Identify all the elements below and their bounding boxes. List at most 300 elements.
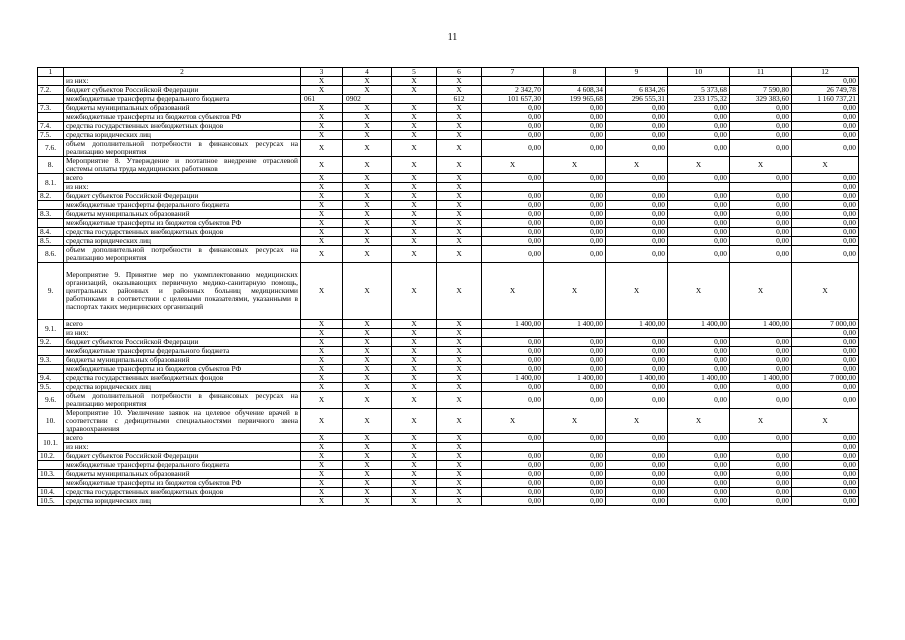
cell-v7: 2 342,70 <box>482 86 544 95</box>
table-row <box>38 246 859 263</box>
table-row <box>38 329 859 338</box>
table-row <box>38 192 859 201</box>
cell-c3: X <box>301 183 343 192</box>
table-row <box>38 210 859 219</box>
cell-c5: X <box>392 443 437 452</box>
row-number: 7.3. <box>38 104 64 113</box>
column-header: 12 <box>792 68 859 77</box>
cell-c6: X <box>437 131 482 140</box>
cell-c3: X <box>301 443 343 452</box>
cell-v9: 0,00 <box>606 338 668 347</box>
cell-v9: 0,00 <box>606 488 668 497</box>
row-label: объем дополнительной потребности в финансовых ресурсах на реализацию мероприятия <box>64 392 301 409</box>
cell-v8: 0,00 <box>544 210 606 219</box>
cell-v7: 0,00 <box>482 131 544 140</box>
cell-v11: 0,00 <box>730 470 792 479</box>
cell-c5: X <box>392 183 437 192</box>
cell-c3: X <box>301 192 343 201</box>
cell-v11: 0,00 <box>730 192 792 201</box>
row-label: бюджеты муниципальных образований <box>64 104 301 113</box>
row-number <box>38 201 64 210</box>
row-label: межбюджетные трансферты федерального бюджета <box>64 347 301 356</box>
cell-c4: X <box>343 192 392 201</box>
cell-v11: 0,00 <box>730 365 792 374</box>
cell-c3: X <box>301 131 343 140</box>
row-number: 7.2. <box>38 86 64 95</box>
cell-c4: X <box>343 104 392 113</box>
cell-v7: 0,00 <box>482 113 544 122</box>
row-number <box>38 219 64 228</box>
cell-v11: 0,00 <box>730 104 792 113</box>
cell-v11: 0,00 <box>730 383 792 392</box>
cell-v12: 0,00 <box>792 461 859 470</box>
cell-c6: X <box>437 320 482 329</box>
cell-v8: 0,00 <box>544 237 606 246</box>
cell-c5: X <box>392 329 437 338</box>
cell-v8: 0,00 <box>544 131 606 140</box>
cell-v8: 0,00 <box>544 201 606 210</box>
cell-c5: X <box>392 263 437 320</box>
cell-v11: 1 400,00 <box>730 374 792 383</box>
cell-c3: X <box>301 392 343 409</box>
cell-v10: 0,00 <box>668 228 730 237</box>
cell-v8: 0,00 <box>544 356 606 365</box>
cell-c3: X <box>301 338 343 347</box>
cell-c5: X <box>392 113 437 122</box>
row-label: средства юридических лиц <box>64 237 301 246</box>
cell-v8: 0,00 <box>544 488 606 497</box>
cell-v12: 0,00 <box>792 497 859 506</box>
cell-c5 <box>392 95 437 104</box>
cell-c5: X <box>392 374 437 383</box>
cell-c6: X <box>437 201 482 210</box>
column-header: 10 <box>668 68 730 77</box>
cell-c3: X <box>301 479 343 488</box>
table-row <box>38 201 859 210</box>
cell-v9: 6 834,26 <box>606 86 668 95</box>
cell-v12: 0,00 <box>792 131 859 140</box>
cell-v10: 0,00 <box>668 365 730 374</box>
cell-c4: 0902 <box>343 95 392 104</box>
row-number: 10.1. <box>38 434 64 452</box>
cell-v11: 0,00 <box>730 347 792 356</box>
cell-v12: 0,00 <box>792 174 859 183</box>
header-row <box>38 68 859 77</box>
row-number <box>38 479 64 488</box>
cell-c6: X <box>437 228 482 237</box>
row-label: Мероприятие 10. Увеличение заявок на целевое обучение врачей в соответствии с дефицитными специальностями первичного звена здравоохранения <box>64 409 301 434</box>
table-row <box>38 131 859 140</box>
cell-v10: 1 400,00 <box>668 320 730 329</box>
cell-v8: 0,00 <box>544 479 606 488</box>
table-row <box>38 77 859 86</box>
cell-c6: X <box>437 140 482 157</box>
cell-v7: 0,00 <box>482 210 544 219</box>
cell-c5: X <box>392 356 437 365</box>
cell-v11: 0,00 <box>730 452 792 461</box>
cell-v12: 26 749,78 <box>792 86 859 95</box>
cell-v10: 0,00 <box>668 104 730 113</box>
cell-c4: X <box>343 338 392 347</box>
cell-c5: X <box>392 347 437 356</box>
cell-c5: X <box>392 434 437 443</box>
column-header: 2 <box>64 68 301 77</box>
cell-c3: X <box>301 374 343 383</box>
cell-v10: 0,00 <box>668 392 730 409</box>
row-number: 9.4. <box>38 374 64 383</box>
cell-v9: 0,00 <box>606 356 668 365</box>
table-row <box>38 113 859 122</box>
cell-v12: 0,00 <box>792 488 859 497</box>
table-row <box>38 157 859 174</box>
cell-v12: 0,00 <box>792 237 859 246</box>
row-label: межбюджетные трансферты федерального бюджета <box>64 461 301 470</box>
cell-v11: X <box>730 157 792 174</box>
cell-c6: X <box>437 157 482 174</box>
cell-c4: X <box>343 219 392 228</box>
row-label: средства государственных внебюджетных фондов <box>64 374 301 383</box>
cell-v9: 0,00 <box>606 452 668 461</box>
row-label: межбюджетные трансферты из бюджетов субъектов РФ <box>64 113 301 122</box>
cell-c3: X <box>301 210 343 219</box>
cell-c3: X <box>301 320 343 329</box>
cell-v8: 199 965,68 <box>544 95 606 104</box>
cell-v8: 0,00 <box>544 392 606 409</box>
row-number: 8.6. <box>38 246 64 263</box>
cell-v7: 0,00 <box>482 461 544 470</box>
cell-c6: X <box>437 392 482 409</box>
table-row <box>38 497 859 506</box>
cell-c6: X <box>437 497 482 506</box>
cell-v12: 0,00 <box>792 201 859 210</box>
cell-v12: 0,00 <box>792 383 859 392</box>
cell-v9: 1 400,00 <box>606 320 668 329</box>
table-row <box>38 461 859 470</box>
cell-v11 <box>730 329 792 338</box>
cell-c4: X <box>343 77 392 86</box>
cell-v11: 0,00 <box>730 237 792 246</box>
cell-v8: 0,00 <box>544 174 606 183</box>
cell-c3: X <box>301 113 343 122</box>
cell-c5: X <box>392 461 437 470</box>
table-row <box>38 219 859 228</box>
cell-v9 <box>606 443 668 452</box>
cell-c5: X <box>392 77 437 86</box>
cell-c3: X <box>301 356 343 365</box>
cell-v8: 0,00 <box>544 470 606 479</box>
cell-c6: X <box>437 443 482 452</box>
row-label: средства государственных внебюджетных фондов <box>64 228 301 237</box>
cell-v10: 0,00 <box>668 338 730 347</box>
cell-v7: 0,00 <box>482 383 544 392</box>
cell-v7: 0,00 <box>482 347 544 356</box>
cell-v9: 0,00 <box>606 383 668 392</box>
cell-c4: X <box>343 365 392 374</box>
cell-c4: X <box>343 174 392 183</box>
row-number: 8.2. <box>38 192 64 201</box>
row-number: 8. <box>38 157 64 174</box>
cell-c5: X <box>392 320 437 329</box>
cell-v11: 0,00 <box>730 338 792 347</box>
cell-v12: 0,00 <box>792 470 859 479</box>
cell-c4: X <box>343 122 392 131</box>
cell-v7: 0,00 <box>482 237 544 246</box>
cell-v7: 0,00 <box>482 479 544 488</box>
cell-v10: 233 175,32 <box>668 95 730 104</box>
row-label: бюджет субъектов Российской Федерации <box>64 192 301 201</box>
cell-v7: 0,00 <box>482 219 544 228</box>
table-row <box>38 443 859 452</box>
cell-v11: 0,00 <box>730 113 792 122</box>
row-number: 10.4. <box>38 488 64 497</box>
cell-v9: 0,00 <box>606 479 668 488</box>
cell-v12: 0,00 <box>792 246 859 263</box>
cell-v11: 329 383,60 <box>730 95 792 104</box>
cell-c4: X <box>343 374 392 383</box>
row-label: из них: <box>64 329 301 338</box>
cell-v12: 0,00 <box>792 479 859 488</box>
cell-v11 <box>730 183 792 192</box>
row-number: 10. <box>38 409 64 434</box>
row-label: Мероприятие 9. Принятие мер по укомплектованию медицинских организаций, оказывающих первичную медико-санитарную помощь, центральных районных и районных больниц медицинскими работниками в соответствии с целевыми показателями, указанными в паспортах таких медицинских организаций <box>64 263 301 320</box>
table-row <box>38 347 859 356</box>
cell-v7: 0,00 <box>482 140 544 157</box>
row-number: 7.5. <box>38 131 64 140</box>
cell-c3: X <box>301 122 343 131</box>
row-label: средства государственных внебюджетных фондов <box>64 122 301 131</box>
cell-c6: X <box>437 479 482 488</box>
cell-v7: 0,00 <box>482 338 544 347</box>
cell-v8: 0,00 <box>544 347 606 356</box>
cell-v11: 0,00 <box>730 131 792 140</box>
table-row <box>38 356 859 365</box>
cell-v12: 1 160 737,21 <box>792 95 859 104</box>
cell-c3: X <box>301 77 343 86</box>
cell-c3: X <box>301 452 343 461</box>
row-number <box>38 365 64 374</box>
cell-c6: X <box>437 219 482 228</box>
cell-v8: 0,00 <box>544 192 606 201</box>
cell-v7: 0,00 <box>482 192 544 201</box>
row-label: из них: <box>64 443 301 452</box>
cell-v11: 0,00 <box>730 488 792 497</box>
cell-c4: X <box>343 210 392 219</box>
cell-c3: X <box>301 488 343 497</box>
cell-v10: 0,00 <box>668 237 730 246</box>
cell-v11 <box>730 443 792 452</box>
table-row <box>38 470 859 479</box>
cell-v12: X <box>792 409 859 434</box>
cell-v9: 0,00 <box>606 192 668 201</box>
cell-v12: 0,00 <box>792 347 859 356</box>
cell-v12: X <box>792 263 859 320</box>
cell-v8: 0,00 <box>544 338 606 347</box>
table-row <box>38 392 859 409</box>
cell-v10: 0,00 <box>668 219 730 228</box>
cell-v7: X <box>482 263 544 320</box>
cell-v10: X <box>668 409 730 434</box>
table-row <box>38 320 859 329</box>
cell-v10: 0,00 <box>668 201 730 210</box>
cell-v9: 0,00 <box>606 122 668 131</box>
cell-c3: X <box>301 86 343 95</box>
row-number <box>38 113 64 122</box>
cell-v8: 0,00 <box>544 497 606 506</box>
cell-c3: X <box>301 329 343 338</box>
cell-c6: 612 <box>437 95 482 104</box>
row-label: средства юридических лиц <box>64 383 301 392</box>
cell-v8 <box>544 329 606 338</box>
cell-c5: X <box>392 131 437 140</box>
cell-c6: X <box>437 174 482 183</box>
cell-v9: 1 400,00 <box>606 374 668 383</box>
cell-c6: X <box>437 383 482 392</box>
cell-v9: 0,00 <box>606 131 668 140</box>
cell-c5: X <box>392 192 437 201</box>
table-row <box>38 452 859 461</box>
cell-v8: 1 400,00 <box>544 374 606 383</box>
cell-c6: X <box>437 452 482 461</box>
cell-c4: X <box>343 488 392 497</box>
cell-v8: 0,00 <box>544 122 606 131</box>
cell-v11: X <box>730 263 792 320</box>
cell-c5: X <box>392 488 437 497</box>
cell-v7: 0,00 <box>482 470 544 479</box>
cell-c3: X <box>301 157 343 174</box>
cell-v7: 0,00 <box>482 488 544 497</box>
cell-c3: X <box>301 461 343 470</box>
cell-v9: X <box>606 263 668 320</box>
cell-v7: 0,00 <box>482 122 544 131</box>
cell-v9: 0,00 <box>606 174 668 183</box>
cell-c5: X <box>392 497 437 506</box>
row-number: 9.5. <box>38 383 64 392</box>
cell-v10: 1 400,00 <box>668 374 730 383</box>
cell-c6: X <box>437 183 482 192</box>
row-number: 8.4. <box>38 228 64 237</box>
cell-v12: 0,00 <box>792 122 859 131</box>
table-row <box>38 263 859 320</box>
cell-v7 <box>482 77 544 86</box>
cell-c4: X <box>343 461 392 470</box>
cell-c5: X <box>392 122 437 131</box>
cell-c4: X <box>343 86 392 95</box>
cell-v9: X <box>606 409 668 434</box>
cell-c3: X <box>301 434 343 443</box>
cell-v11: 0,00 <box>730 219 792 228</box>
row-number: 10.3. <box>38 470 64 479</box>
table-row <box>38 140 859 157</box>
cell-v10: 0,00 <box>668 347 730 356</box>
column-header: 9 <box>606 68 668 77</box>
cell-v7: X <box>482 157 544 174</box>
cell-v9: 0,00 <box>606 392 668 409</box>
row-label: межбюджетные трансферты из бюджетов субъектов РФ <box>64 479 301 488</box>
cell-c6: X <box>437 77 482 86</box>
cell-v12: 0,00 <box>792 443 859 452</box>
table-row <box>38 434 859 443</box>
cell-c6: X <box>437 86 482 95</box>
cell-c5: X <box>392 210 437 219</box>
row-label: всего <box>64 434 301 443</box>
cell-v11: 0,00 <box>730 140 792 157</box>
cell-c6: X <box>437 210 482 219</box>
cell-v7: X <box>482 409 544 434</box>
cell-v11: 0,00 <box>730 210 792 219</box>
row-label: межбюджетные трансферты федерального бюджета <box>64 201 301 210</box>
cell-c3: X <box>301 246 343 263</box>
cell-v8: 4 608,34 <box>544 86 606 95</box>
cell-v8: 0,00 <box>544 461 606 470</box>
cell-c4: X <box>343 131 392 140</box>
cell-v7: 1 400,00 <box>482 320 544 329</box>
cell-v12: 0,00 <box>792 113 859 122</box>
cell-c4: X <box>343 392 392 409</box>
row-label: объем дополнительной потребности в финансовых ресурсах на реализацию мероприятия <box>64 246 301 263</box>
row-number: 8.1. <box>38 174 64 192</box>
cell-c3: X <box>301 228 343 237</box>
cell-v10: 0,00 <box>668 497 730 506</box>
cell-c4: X <box>343 452 392 461</box>
cell-v8: 0,00 <box>544 228 606 237</box>
cell-c6: X <box>437 263 482 320</box>
table-row <box>38 479 859 488</box>
cell-v12: 0,00 <box>792 365 859 374</box>
row-label: всего <box>64 174 301 183</box>
cell-v11: 0,00 <box>730 497 792 506</box>
cell-v7: 0,00 <box>482 201 544 210</box>
cell-c3: X <box>301 497 343 506</box>
cell-c6: X <box>437 488 482 497</box>
cell-c5: X <box>392 201 437 210</box>
cell-c3: 061 <box>301 95 343 104</box>
table-row <box>38 488 859 497</box>
cell-c5: X <box>392 228 437 237</box>
cell-c6: X <box>437 461 482 470</box>
cell-c6: X <box>437 338 482 347</box>
cell-v9: 0,00 <box>606 210 668 219</box>
cell-v9: 0,00 <box>606 246 668 263</box>
cell-v10: X <box>668 157 730 174</box>
cell-v9: 0,00 <box>606 365 668 374</box>
column-header: 5 <box>392 68 437 77</box>
table-row <box>38 174 859 183</box>
cell-c4: X <box>343 320 392 329</box>
cell-v8: 0,00 <box>544 434 606 443</box>
row-number <box>38 95 64 104</box>
cell-c3: X <box>301 409 343 434</box>
cell-v12: 0,00 <box>792 392 859 409</box>
cell-v12: 0,00 <box>792 192 859 201</box>
cell-c6: X <box>437 356 482 365</box>
cell-v8: 0,00 <box>544 383 606 392</box>
row-number <box>38 461 64 470</box>
row-label: бюджет субъектов Российской Федерации <box>64 452 301 461</box>
cell-v11: 0,00 <box>730 246 792 263</box>
cell-c5: X <box>392 104 437 113</box>
cell-c4: X <box>343 237 392 246</box>
cell-v9: 0,00 <box>606 104 668 113</box>
cell-c4: X <box>343 443 392 452</box>
row-label: бюджет субъектов Российской Федерации <box>64 338 301 347</box>
cell-v10 <box>668 329 730 338</box>
cell-v10: 0,00 <box>668 140 730 157</box>
cell-v9: 0,00 <box>606 228 668 237</box>
cell-v8: 0,00 <box>544 219 606 228</box>
table-row <box>38 374 859 383</box>
cell-v10: 0,00 <box>668 131 730 140</box>
cell-c6: X <box>437 470 482 479</box>
